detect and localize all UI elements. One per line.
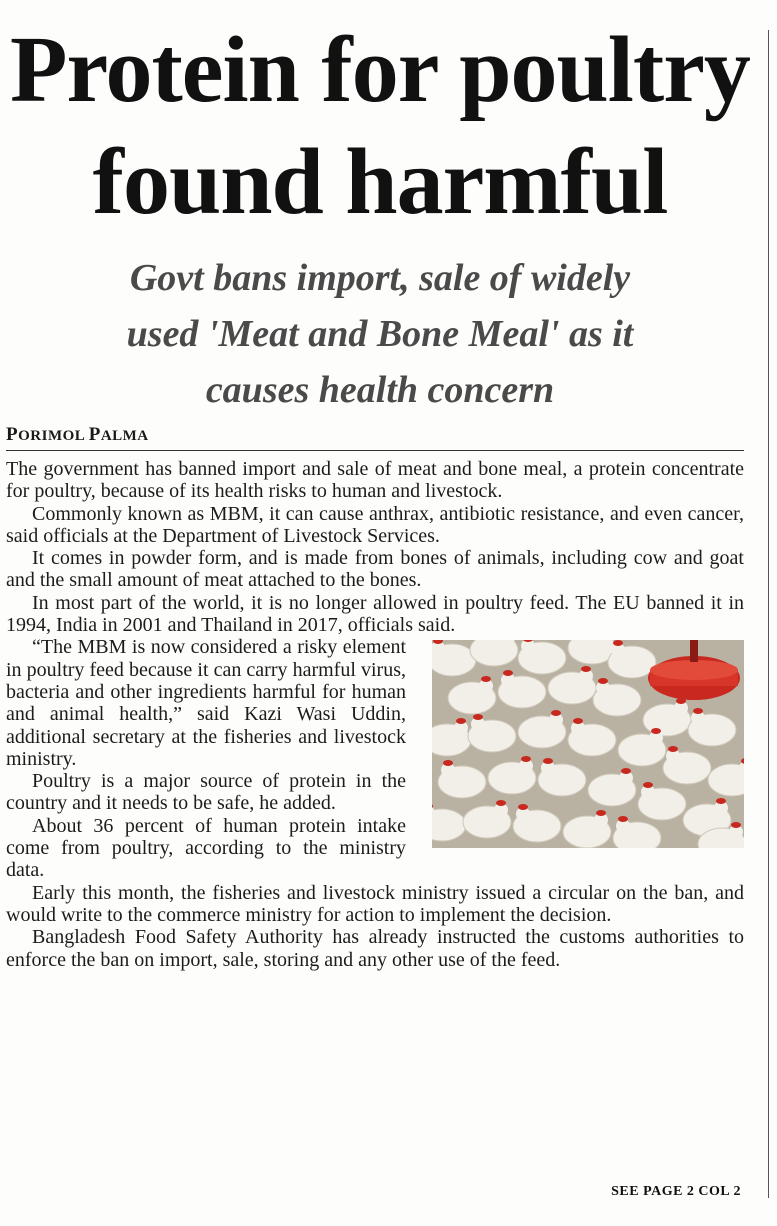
paragraph-2: Commonly known as MBM, it can cause anthrax, antibiotic resistance, and even cancer, said officials at the Department of Livestock Services. bbox=[6, 502, 744, 547]
headline bbox=[0, 14, 760, 238]
paragraph-3: It comes in powder form, and is made from bones of animals, including cow and goat and the small amount of meat attached to the bones. bbox=[6, 547, 744, 592]
deck-line-2: used 'Meat and Bone Meal' as it bbox=[126, 313, 634, 355]
paragraph-1: The government has banned import and sale of meat and bone meal, a protein concentrate for poultry, because of its health risks to human and livestock. bbox=[6, 458, 744, 503]
paragraph-5: “The MBM is now considered a risky element in poultry feed because it can carry harmful virus, bacteria and other ingredients harmful for human and animal health,” said Kazi Wasi Uddin, additional secretary at the fisheries and livestock ministry. bbox=[6, 636, 406, 770]
byline-rule bbox=[6, 450, 744, 451]
headline-line-2: found harmful bbox=[92, 130, 668, 234]
chicken-photo bbox=[432, 640, 744, 848]
headline-line-1: Protein for poultry bbox=[10, 18, 750, 122]
byline: PORIMOL PALMA bbox=[6, 424, 149, 445]
paragraph-8: Early this month, the fisheries and livestock ministry issued a circular on the ban, and would write to the commerce ministry for action to implement the decision. bbox=[6, 881, 744, 926]
deck bbox=[0, 250, 760, 418]
paragraph-9: Bangladesh Food Safety Authority has already instructed the customs authorities to enforce the ban on import, sale, storing and any other use of the feed. bbox=[6, 926, 744, 971]
paragraph-4: In most part of the world, it is no longer allowed in poultry feed. The EU banned it in 1994, India in 2001 and Thailand in 2017, officials said. bbox=[6, 591, 744, 637]
article-body bbox=[6, 458, 744, 971]
paragraph-7: About 36 percent of human protein intake come from poultry, according to the ministry data. bbox=[6, 814, 406, 882]
deck-line-3: causes health concern bbox=[205, 369, 555, 411]
deck-line-1: Govt bans import, sale of widely bbox=[129, 257, 631, 299]
paragraph-6: Poultry is a major source of protein in the country and it needs to be safe, he added. bbox=[6, 770, 406, 815]
column-rule bbox=[768, 30, 769, 1198]
chickens-image bbox=[432, 640, 744, 848]
jump-line: SEE PAGE 2 COL 2 bbox=[611, 1184, 741, 1199]
